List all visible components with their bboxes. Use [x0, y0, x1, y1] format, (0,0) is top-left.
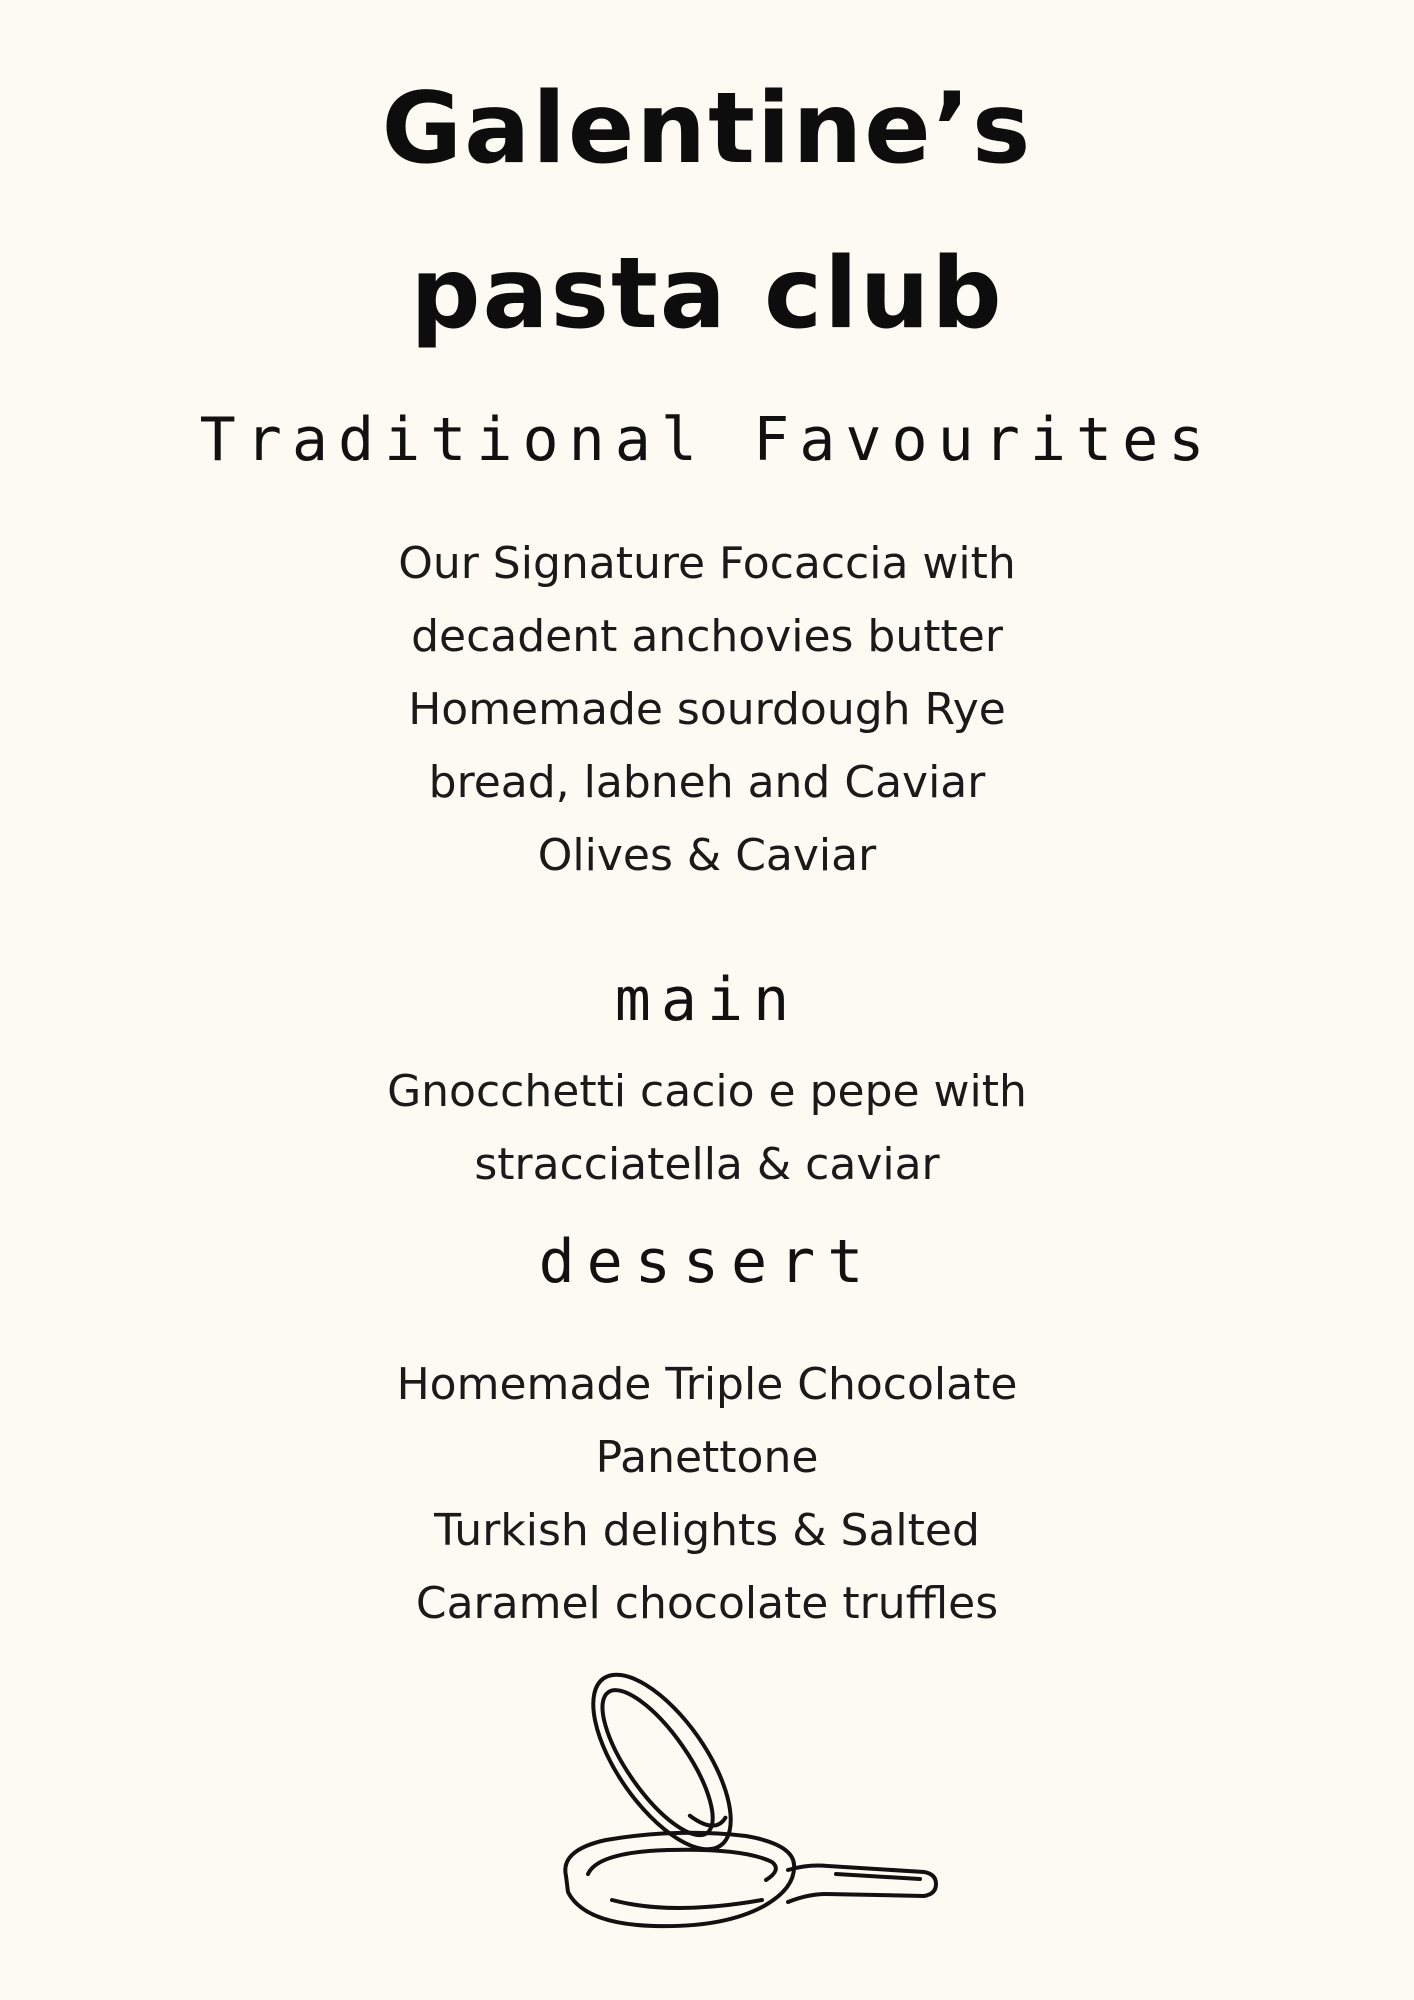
desserts-list: [0, 1348, 1414, 1640]
menu-item-line: Olives & Caviar: [537, 830, 877, 881]
pan-body: [565, 1833, 794, 1926]
menu-item-line: Homemade sourdough Rye: [408, 684, 1006, 735]
pan-lid: [567, 1653, 756, 1871]
section-heading-dessert: dessert: [538, 1227, 876, 1297]
menu-title-line-1: Galentine’s: [381, 72, 1033, 186]
menu-item-line: Our Signature Focaccia with: [398, 538, 1016, 589]
mains-list: [0, 1055, 1414, 1201]
menu-title-line-2: pasta club: [410, 237, 1004, 351]
menu-item-line: Turkish delights & Salted: [434, 1505, 980, 1556]
menu-item-line: Panettone: [595, 1432, 819, 1483]
pan-handle: [788, 1866, 936, 1903]
section-heading-main: main: [614, 965, 800, 1035]
menu-item-line: bread, labneh and Caviar: [428, 757, 986, 808]
menu-item-line: decadent anchovies butter: [411, 611, 1003, 662]
menu-item-line: Caramel chocolate truffles: [415, 1578, 999, 1629]
starters-list: [0, 527, 1414, 892]
menu-item-line: Gnocchetti cacio e pepe with: [387, 1066, 1027, 1117]
section-heading-traditional-favourites: Traditional Favourites: [199, 405, 1215, 475]
menu-item-line: stracciatella & caviar: [474, 1139, 940, 1190]
frying-pan-with-lid-icon: [552, 1650, 942, 1960]
menu-item-line: Homemade Triple Chocolate: [396, 1359, 1018, 1410]
